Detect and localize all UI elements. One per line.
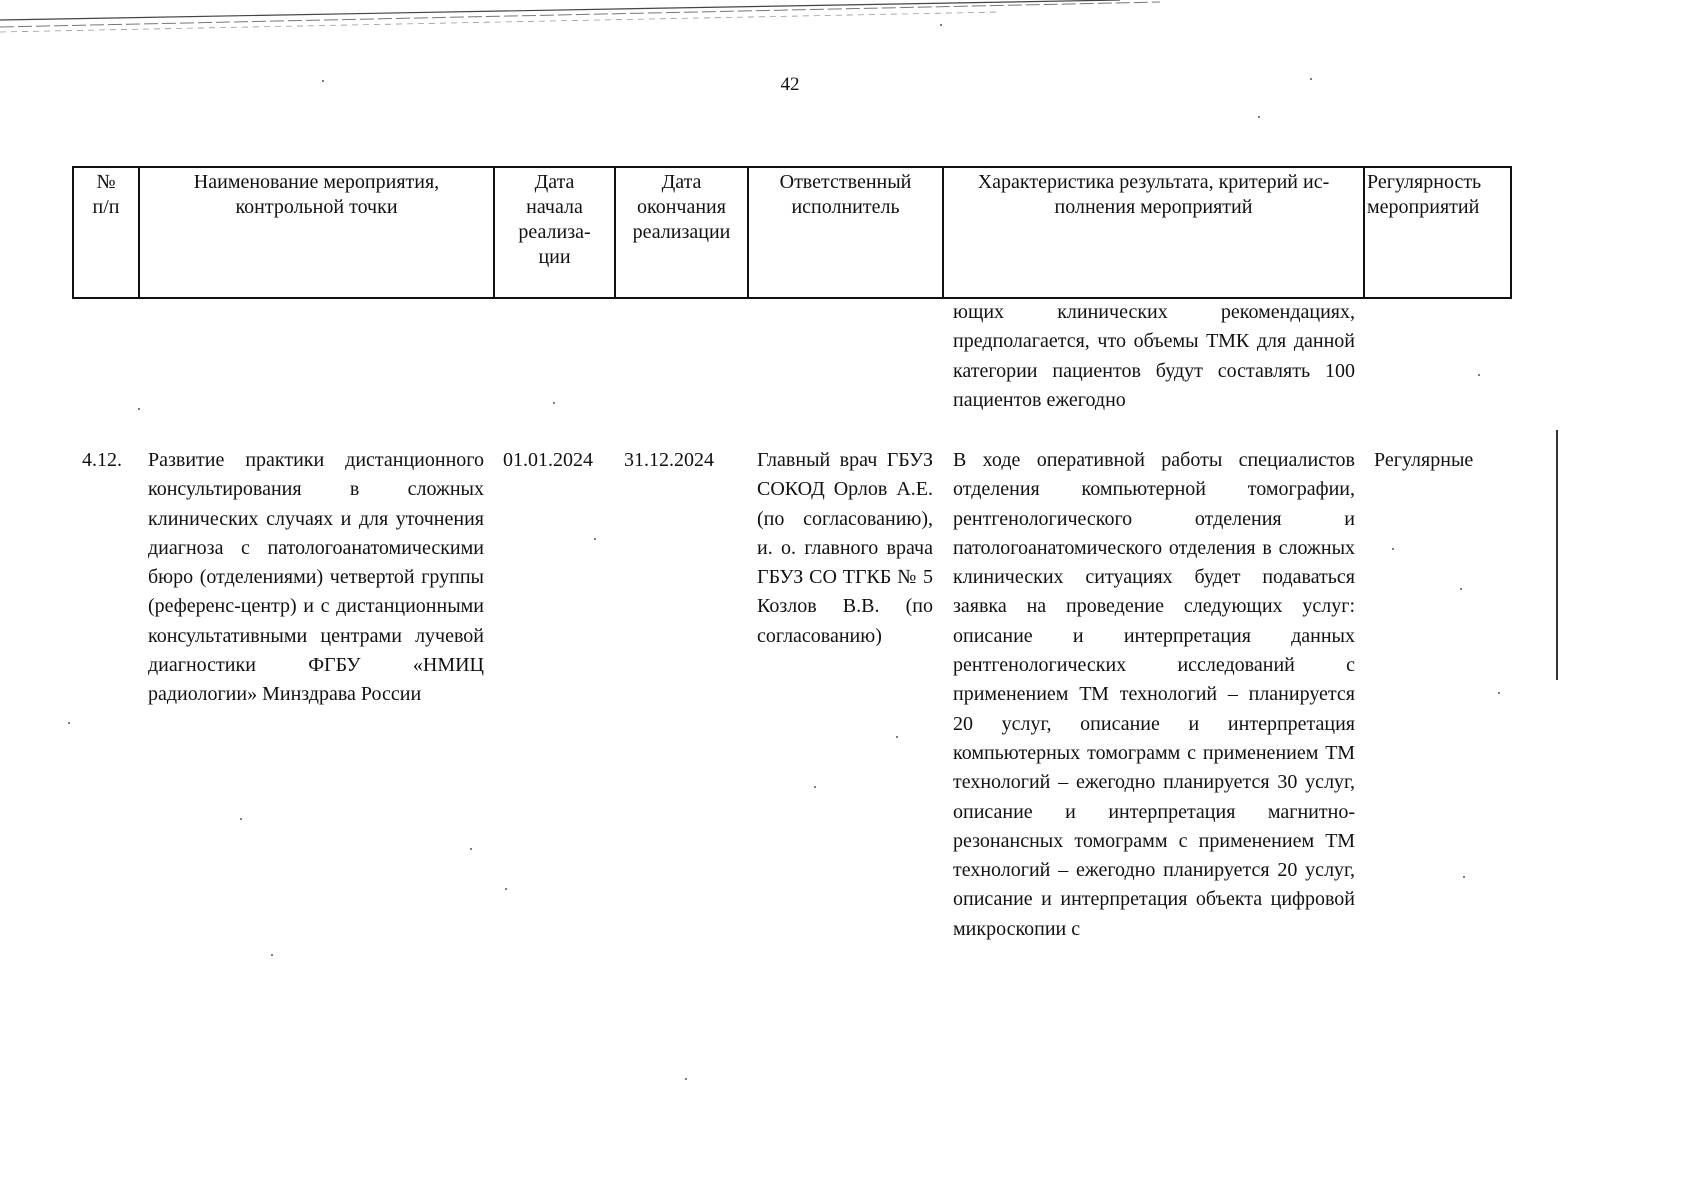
header-end-date: Дата окончания реализации: [615, 167, 748, 298]
header-number: № п/п: [73, 167, 139, 298]
row-start-date: 01.01.2024: [503, 449, 593, 471]
row-number: 4.12.: [82, 449, 122, 471]
header-start-date: Дата начала реализа- ции: [494, 167, 615, 298]
header-responsible: Ответственный исполнитель: [748, 167, 943, 298]
page-number: 42: [780, 74, 800, 95]
row-regularity: Регулярные: [1374, 449, 1474, 471]
scan-right-edge: [1556, 430, 1558, 680]
row-responsible: Главный врач ГБУЗ СОКОД Орлов А.Е. (по согласованию), и. о. главного врача ГБУЗ СО ТГКБ № 5 Козлов В.В. (по согласованию): [757, 449, 933, 647]
table-header: [72, 166, 1512, 299]
row-name: Развитие практики дистанционного консультирования в сложных клинических случаях и для уточнения диагноза с патологоанатомическими бюро (отделениями) четвертой группы (референс-центр) и с дистанционными консультативными центрами лучевой диагностики ФГБУ «НМИЦ радиологии» Минздрава России: [148, 449, 484, 706]
header-result: Характеристика результата, критерий ис- полнения мероприятий: [943, 167, 1364, 298]
row-end-date: 31.12.2024: [624, 449, 714, 471]
header-regularity: Регулярность мероприятий: [1364, 167, 1511, 298]
row-result: В ходе оперативной работы специалистов отделения компьютерной томографии, рентгенологического отделения и патологоанатомического отделения в сложных клинических ситуациях будет подаваться заявка на проведение следующих услуг: описание и интерпретация данных рентгенологических исследований с применением ТМ технологий – планируется 20 услуг, описание и интерпретация компьютерных томограмм с применением ТМ технологий – ежегодно планируется 30 услуг, описание и интерпретация магнитно-резонансных томограмм с применением ТМ технологий – ежегодно планируется 20 услуг, описание и интерпретация объекта цифровой микроскопии с: [953, 449, 1355, 940]
header-name: Наименование мероприятия, контрольной точки: [139, 167, 494, 298]
scan-edge-lines: [0, 0, 1568, 40]
continuation-result: ющих клинических рекомендациях, предполагается, что объемы ТМК для данной категории пациентов будут составлять 100 пациентов ежегодно: [953, 301, 1355, 411]
